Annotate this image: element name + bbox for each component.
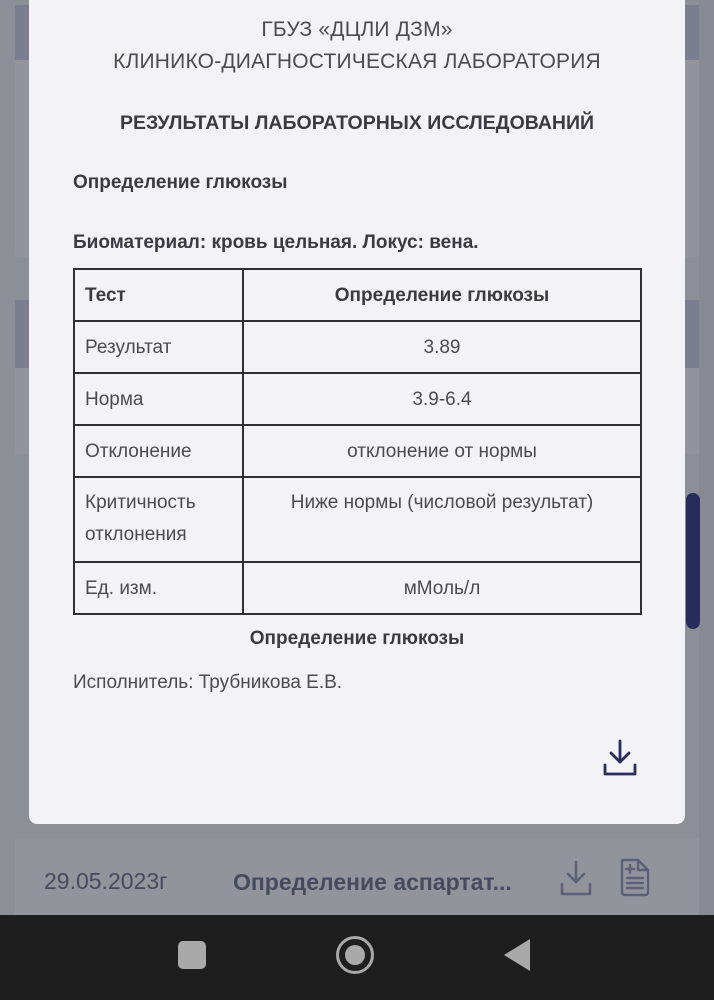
table-row <box>74 373 641 425</box>
back-icon[interactable] <box>504 939 530 971</box>
download-icon[interactable] <box>558 858 594 898</box>
table-cell-label: Отклонение <box>74 425 243 477</box>
table-cell-value: отклонение от нормы <box>243 425 641 477</box>
recent-apps-icon[interactable] <box>178 941 206 969</box>
table-header-cell: Тест <box>74 269 243 321</box>
scrollbar-thumb[interactable] <box>686 493 700 629</box>
table-header-cell: Определение глюкозы <box>243 269 641 321</box>
background-list-row <box>15 838 699 915</box>
download-button[interactable] <box>601 738 639 778</box>
report-title: РЕЗУЛЬТАТЫ ЛАБОРАТОРНЫХ ИССЛЕДОВАНИЙ <box>119 112 595 134</box>
table-cell-value: 3.89 <box>243 321 641 373</box>
document-add-icon[interactable] <box>616 856 652 898</box>
test-name: Определение глюкозы <box>73 172 288 193</box>
table-cell-label: Норма <box>74 373 243 425</box>
scrollbar-track[interactable] <box>699 0 714 915</box>
table-row <box>74 477 641 562</box>
table-cell-value: Ниже нормы (числовой результат) <box>243 477 641 562</box>
table-row <box>74 321 641 373</box>
results-table <box>73 268 642 615</box>
table-cell-label: Результат <box>74 321 243 373</box>
performer: Исполнитель: Трубникова Е.В. <box>73 672 343 693</box>
table-cell-label: Критичность отклонения <box>74 477 243 562</box>
table-header-row <box>74 269 641 321</box>
system-navigation-bar <box>0 915 714 1000</box>
home-icon[interactable] <box>336 936 374 974</box>
biomaterial-info: Биоматериал: кровь цельная. Локус: вена. <box>73 232 479 253</box>
list-item-date: 29.05.2023г <box>44 868 168 894</box>
lab-result-modal <box>29 0 685 824</box>
organization-name: ГБУЗ «ДЦЛИ ДЗМ» <box>261 18 453 41</box>
list-item-title[interactable]: Определение аспартат... <box>233 869 512 895</box>
table-row <box>74 562 641 614</box>
table-row <box>74 425 641 477</box>
footer-test-name: Определение глюкозы <box>249 628 465 649</box>
table-cell-label: Ед. изм. <box>74 562 243 614</box>
download-icon <box>601 738 639 778</box>
table-cell-value: мМоль/л <box>243 562 641 614</box>
table-cell-value: 3.9-6.4 <box>243 373 641 425</box>
laboratory-name: КЛИНИКО-ДИАГНОСТИЧЕСКАЯ ЛАБОРАТОРИЯ <box>113 50 601 73</box>
